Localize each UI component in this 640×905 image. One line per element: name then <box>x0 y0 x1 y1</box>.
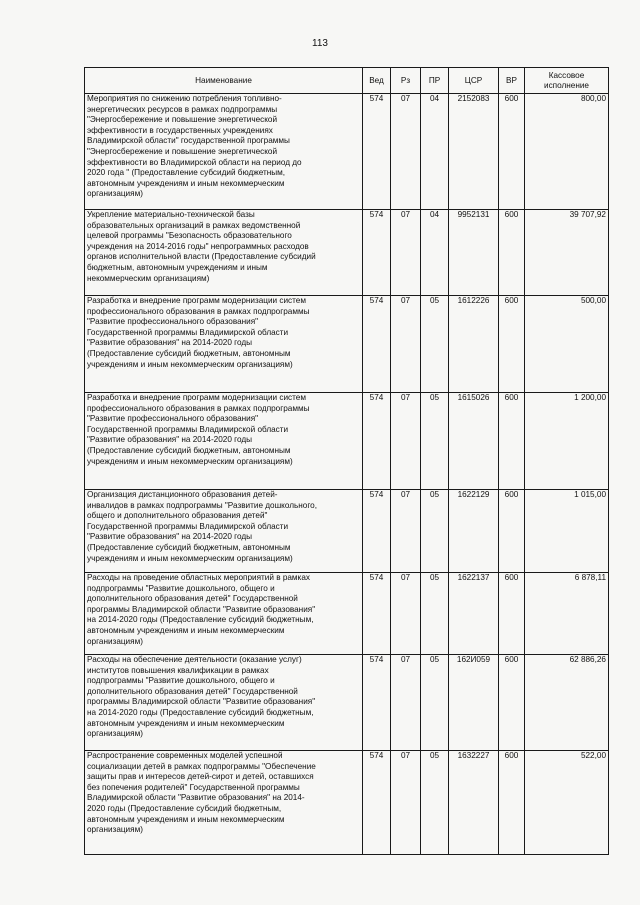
cell-csr: 9952131 <box>449 210 499 296</box>
cell-pr: 05 <box>421 490 449 573</box>
cell-ved: 574 <box>363 655 391 751</box>
cell-vr: 600 <box>499 210 525 296</box>
header-amount: Кассовое исполнение <box>525 68 609 94</box>
cell-name: Разработка и внедрение программ модернизации систем профессионального образования в рамках подпрограммы "Развитие профессионального образования" Государственной программы Владимирской области "Развитие образования" на 2014-2020 годы (Предоставление субсидий бюджетным, автономным учреждениям и иным некоммерческим организациям) <box>85 393 363 490</box>
cell-vr: 600 <box>499 655 525 751</box>
cell-vr: 600 <box>499 94 525 210</box>
header-csr: ЦСР <box>449 68 499 94</box>
cell-vr: 600 <box>499 751 525 855</box>
cell-name: Мероприятия по снижению потребления топливно- энергетических ресурсов в рамках подпрограммы "Энергосбережение и повышение энергетической эффективности в государственных учреждениях Владимирской области" государственной программы "Энергосбережение и повышение энергетической эффективности во Владимирской области на период до 2020 года " (Предоставление субсидий бюджетным, автономным учреждениям и иным некоммерческим организациям) <box>85 94 363 210</box>
cell-amount: 500,00 <box>525 296 609 393</box>
cell-rz: 07 <box>391 490 421 573</box>
table-row <box>85 393 609 490</box>
cell-vr: 600 <box>499 573 525 655</box>
header-pr: ПР <box>421 68 449 94</box>
cell-csr: 162И059 <box>449 655 499 751</box>
cell-pr: 04 <box>421 210 449 296</box>
cell-rz: 07 <box>391 94 421 210</box>
cell-rz: 07 <box>391 655 421 751</box>
cell-amount: 1 200,00 <box>525 393 609 490</box>
cell-csr: 1612226 <box>449 296 499 393</box>
table-row <box>85 296 609 393</box>
cell-vr: 600 <box>499 490 525 573</box>
cell-pr: 05 <box>421 751 449 855</box>
cell-ved: 574 <box>363 210 391 296</box>
cell-rz: 07 <box>391 210 421 296</box>
table-row <box>85 210 609 296</box>
page-number: 113 <box>312 38 328 49</box>
table-row <box>85 490 609 573</box>
cell-vr: 600 <box>499 296 525 393</box>
cell-ved: 574 <box>363 296 391 393</box>
cell-name: Организация дистанционного образования детей- инвалидов в рамках подпрограммы "Развитие дошкольного, общего и дополнительного образования детей" Государственной программы Владимирской области "Развитие образования" на 2014-2020 годы (Предоставление субсидий бюджетным, автономным учреждениям и иным некоммерческим организациям) <box>85 490 363 573</box>
cell-amount: 62 886,26 <box>525 655 609 751</box>
cell-name: Расходы на проведение областных мероприятий в рамках подпрограммы "Развитие дошкольного, общего и дополнительного образования детей" Государственной программы Владимирской области "Развитие образования" на 2014-2020 годы (Предоставление субсидий бюджетным, автономным учреждениям и иным некоммерческим организациям) <box>85 573 363 655</box>
header-rz: Рз <box>391 68 421 94</box>
cell-pr: 05 <box>421 296 449 393</box>
cell-amount: 800,00 <box>525 94 609 210</box>
cell-rz: 07 <box>391 751 421 855</box>
header-vr: ВР <box>499 68 525 94</box>
budget-table <box>84 67 609 855</box>
cell-pr: 05 <box>421 655 449 751</box>
cell-amount: 1 015,00 <box>525 490 609 573</box>
table-row <box>85 655 609 751</box>
cell-csr: 1615026 <box>449 393 499 490</box>
cell-csr: 1622129 <box>449 490 499 573</box>
cell-csr: 1632227 <box>449 751 499 855</box>
table-header-row <box>85 68 609 94</box>
cell-rz: 07 <box>391 393 421 490</box>
table-row <box>85 94 609 210</box>
cell-name: Расходы на обеспечение деятельности (оказание услуг) институтов повышения квалификации в рамках подпрограммы "Развитие дошкольного, общего и дополнительного образования детей" Государственной программы Владимирской области "Развитие образования" на 2014-2020 годы (Предоставление субсидий бюджетным, автономным учреждениям и иным некоммерческим организациям) <box>85 655 363 751</box>
cell-pr: 05 <box>421 393 449 490</box>
cell-vr: 600 <box>499 393 525 490</box>
cell-amount: 522,00 <box>525 751 609 855</box>
cell-name: Укрепление материально-технической базы образовательных организаций в рамках ведомственной целевой программы "Безопасность образовательного учреждения на 2014-2016 годы" непрограммных расходов органов исполнительной власти (Предоставление субсидий бюджетным, автономным учреждениям и иным некоммерческим организациям) <box>85 210 363 296</box>
cell-amount: 39 707,92 <box>525 210 609 296</box>
header-name: Наименование <box>85 68 363 94</box>
header-ved: Вед <box>363 68 391 94</box>
cell-ved: 574 <box>363 573 391 655</box>
cell-amount: 6 878,11 <box>525 573 609 655</box>
cell-rz: 07 <box>391 296 421 393</box>
table-row <box>85 573 609 655</box>
cell-ved: 574 <box>363 393 391 490</box>
cell-pr: 05 <box>421 573 449 655</box>
table-row <box>85 751 609 855</box>
cell-ved: 574 <box>363 490 391 573</box>
cell-csr: 2152083 <box>449 94 499 210</box>
cell-csr: 1622137 <box>449 573 499 655</box>
cell-pr: 04 <box>421 94 449 210</box>
cell-name: Распространение современных моделей успешной социализации детей в рамках подпрограммы "Обеспечение защиты прав и интересов детей-сирот и детей, оставшихся без попечения родителей" Государственной программы Владимирской области "Развитие образования" на 2014- 2020 годы (Предоставление субсидий бюджетным, автономным учреждениям и иным некоммерческим организациям) <box>85 751 363 855</box>
cell-ved: 574 <box>363 751 391 855</box>
cell-name: Разработка и внедрение программ модернизации систем профессионального образования в рамках подпрограммы "Развитие профессионального образования" Государственной программы Владимирской области "Развитие образования" на 2014-2020 годы (Предоставление субсидий бюджетным, автономным учреждениям и иным некоммерческим организациям) <box>85 296 363 393</box>
cell-rz: 07 <box>391 573 421 655</box>
cell-ved: 574 <box>363 94 391 210</box>
